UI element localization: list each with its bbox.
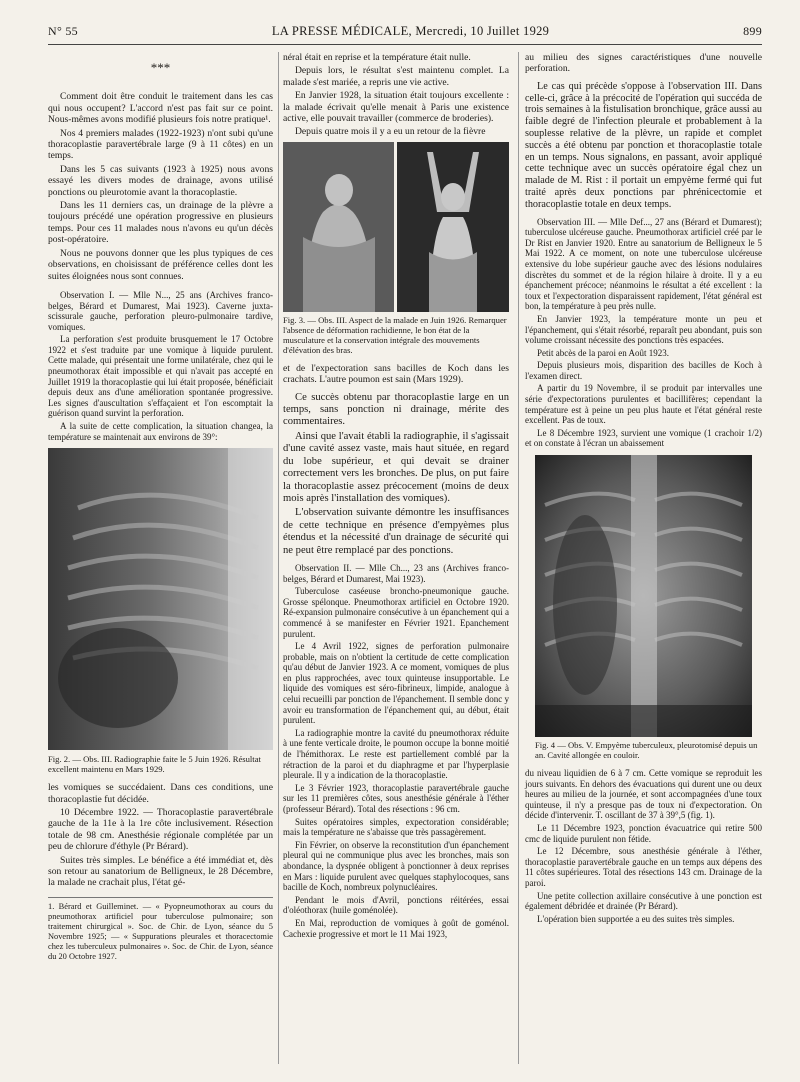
figure-4-caption: Fig. 4 — Obs. V. Empyème tuberculeux, pleurotomisé depuis un an. Cavité allongée en couloir. xyxy=(535,740,758,761)
paragraph: Le cas qui précède s'oppose à l'observation III. Dans celle-ci, grâce à la précocité de l'opération qui succéda de trois semaines à la fistulisation bronchique, grâce aussi au faible degré de l'infection pleurale et probablement à la souplesse relative de la plèvre, un rapide et complet succès a été obtenu par ponction et thoracoplastie totale en un temps. Nous signalons, en passant, avoir appliqué cette technique avec un succès opératoire égal chez un malade de M. Rist : il portait un empyème fermé qui fut traité après deux ponctions par phrénicectomie et thoracoplastie totale en deux temps. xyxy=(525,80,762,210)
paragraph: Le 3 Février 1923, thoracoplastie paravertébrale gauche sur les 11 premières côtes, sous anesthésie générale à l'éther (professeur Bérard). Total des résections : 96 cm. xyxy=(283,782,509,814)
paragraph: Une petite collection axillaire consécutive à une ponction est également débridée et drainée (Pr Bérard). xyxy=(525,890,762,912)
patient-photo-front xyxy=(283,142,394,312)
page-header xyxy=(48,24,762,45)
paragraph: néral était en reprise et la température était nulle. xyxy=(283,52,471,63)
paragraph: Ainsi que l'avait établi la radiographie, il s'agissait d'une cavité assez vaste, mais haut située, en regard du lobe supérieur, et qui devait se drainer correctement vers les bronches. De plus, on put faire la thoracoplastie assez précocement (moins de deux mois après l'installation des vomiques). xyxy=(283,430,509,504)
column-divider xyxy=(278,52,279,1064)
radiograph-figure-4 xyxy=(535,455,752,737)
column-2 xyxy=(283,52,509,941)
paragraph: 10 Décembre 1922. — Thoracoplastie paravertébrale gauche de la 11e à la 1re côte inclusivement. Résection totale de 98 cm. Anesthésie régionale complétée par un peu de chlorure d'éthyle (Pr Bérard). xyxy=(48,807,273,853)
paragraph: Le 8 Décembre 1923, survient une vomique (1 crachoir 1/2) et on constate à l'écran un abaissement xyxy=(525,427,762,449)
paragraph: Nos 4 premiers malades (1922-1923) n'ont subi qu'une thoracoplastie paravertébrale large (9 à 11 côtes) en un temps. xyxy=(48,127,273,162)
figure-2-caption: Fig. 2. — Obs. III. Radiographie faite le 5 Juin 1926. Résultat excellent maintenu en Mars 1929. xyxy=(48,754,261,775)
paragraph: Le 4 Avril 1922, signes de perforation pulmonaire probable, mais on n'obtient la certitude de cette complication qu'au début de Janvier 1923. A ce moment, vomiques de plus en plus rapprochées, avec toux quinteuse insupportable. Le liquide des vomiques est séro-fibrineux, limpide, analogue à celui recueilli par ponction de l'épanchement. Il semble donc y avoir eu transformation de l'épanchement qui, au début, était purulent. xyxy=(283,641,509,726)
paragraph: Nous ne pouvons donner que les plus typiques de ces observations, en choisissant de préférence celles dont les suites éloignées nous sont connues. xyxy=(48,247,273,282)
paragraph: A la suite de cette complication, la situation changea, la température se maintenait aux environs de 39°: xyxy=(48,421,273,442)
paragraph: Suites très simples. Le bénéfice a été immédiat et, dès son retour au sanatorium de Belligneux, le 28 Décembre, la malade ne crachait plus, l'état gé- xyxy=(48,854,273,889)
page-number: 899 xyxy=(743,24,762,38)
chest-xray-image xyxy=(535,455,752,737)
paragraph: Comment doit être conduit le traitement dans les cas qui nous occupent? L'accord n'est pas fait sur ce point. Nous-mêmes avons modifié plusieurs fois notre pratique¹. xyxy=(48,91,273,126)
paragraph: Tuberculose caséeuse broncho-pneumonique gauche. Grosse spélonque. Pneumothorax artificiel en Octobre 1920. Ré-expansion pulmonaire consécutive à un épanchement qui a commencé à se manifester en Février 1921. Epanchement purulent. xyxy=(283,586,509,639)
paragraph: L'opération bien supportée a eu des suites très simples. xyxy=(537,913,735,924)
paragraph: En Mai, reproduction de vomiques à goût de goménol. Cachexie progressive et mort le 11 Mai 1923, xyxy=(283,917,509,939)
paragraph: les vomiques se succédaient. Dans ces conditions, une thoracoplastie fut décidée. xyxy=(48,782,273,805)
paragraph: et de l'expectoration sans bacilles de Koch dans les crachats. L'autre poumon est sain (Mars 1929). xyxy=(283,362,509,386)
column-3 xyxy=(525,52,762,926)
observation-heading: Observation III. — Mlle Def..., 27 ans (Bérard et Dumarest); tuberculose ulcéreuse gauche. Pneumothorax artificiel créé par le Dr Rist en Janvier 1920. Entre au sanatorium de Belligneux le 5 Mai 1922. A ce moment, on note une tuberculose ulcéreuse extensive du lobe supérieur gauche avec des lésions nodulaires discrètes du sommet et de la région hilaire à droite. Il y a eu épanchement précoce; néanmoins le résultat a été excellent : la toux et l'expectoration disparaissent rapidement, l'état général est bon, la température à peu près nulle. xyxy=(525,216,762,312)
observation-heading: Observation II. — Mlle Ch..., 23 ans (Archives franco-belges, Bérard et Dumarest, Mai 1923). xyxy=(283,562,509,584)
column-1 xyxy=(48,52,273,962)
paragraph: La radiographie montre la cavité du pneumothorax réduite à une fente verticale droite, le poumon occupe la bonne moitié de l'hémithorax. Le reste est partiellement comblé par la rétraction de la paroi et du diaphragme et par l'hyperplasie pleurale. Il y a indication de la thoracoplastie. xyxy=(283,727,509,781)
observation-heading: Observation I. — Mlle N..., 25 ans (Archives franco-belges, Bérard et Dumarest, Mai 1923). Caverne juxta-scissurale gauche, perforation pleuro-pulmonaire tardive, vomiques. xyxy=(48,289,273,332)
paragraph: L'observation suivante démontre les insuffisances de cette technique en présence d'empyèmes plus étendus et la nécessité d'un drainage de sécurité qui ne peut être remplacé par des ponctions. xyxy=(283,507,509,556)
journal-title: LA PRESSE MÉDICALE, Mercredi, 10 Juillet 1929 xyxy=(271,24,550,38)
column-divider xyxy=(518,52,519,1064)
footnote: 1. Bérard et Guilleminet. — « Pyopneumothorax au cours du pneumothorax artificiel pour tuberculose pulmonaire; son traitement chirurgical ». Soc. de Chir. de Lyon, séance du 5 Novembre 1925; — « Suppurations pleurales et thoracectomie chez les tuberculeux pulmonaires ». Soc. de Chir. de Lyon, séance du 20 Octobre 1927. xyxy=(48,897,273,962)
paragraph: Pendant le mois d'Avril, ponctions réitérées, essai d'oléothorax (huile goménolée). xyxy=(283,894,509,916)
paragraph: Dans les 5 cas suivants (1923 à 1925) nous avons essayé les divers modes de drainage, avons utilisé ponctions ou pleurotomie avant la thoracoplastie. xyxy=(48,163,273,198)
paragraph: Depuis quatre mois il y a eu un retour de la fièvre xyxy=(295,126,486,138)
paragraph: Ce succès obtenu par thoracoplastie large en un temps, sans ponction ni drainage, mérite des commentaires. xyxy=(283,391,509,428)
paragraph: Le 11 Décembre 1923, ponction évacuatrice qui retire 500 cmc de liquide purulent non fétide. xyxy=(525,823,762,844)
paragraph: Le 12 Décembre, sous anesthésie générale à l'éther, thoracoplastie paravertébrale gauche en un temps aux dépens des 11 côtes supérieures. Total des résections 143 cm. Drainage de la paroi. xyxy=(525,846,762,888)
paragraph: Depuis lors, le résultat s'est maintenu complet. La malade s'est mariée, a repris une vie active. xyxy=(283,65,509,88)
photograph-figure-3 xyxy=(283,142,509,312)
radiograph-figure-2 xyxy=(48,448,273,750)
section-separator: *** xyxy=(150,60,171,75)
paragraph: au milieu des signes caractéristiques d'une nouvelle perforation. xyxy=(525,52,762,75)
paragraph: Suites opératoires simples, expectoration considérable; mais la température ne s'abaisse que très passagèrement. xyxy=(283,816,509,838)
paragraph: Petit abcès de la paroi en Août 1923. xyxy=(537,347,669,358)
paragraph: La perforation s'est produite brusquement le 17 Octobre 1922 et s'est traduite par une vomique à liquide purulent. Cette malade, qui présentait une forme unilatérale, chez qui le pneumothorax était impossible et qui n'avait pas accepté en Juillet 1919 la thoracoplastie qui lui était proposée, bénéficiait depuis deux ans d'une amélioration spontanée progressive. Les signes d'auscultation s'effaçaient et l'on escomptait la guérison quand survint la perforation. xyxy=(48,334,273,419)
issue-number: N° 55 xyxy=(48,24,78,38)
figure-3-caption: Fig. 3. — Obs. III. Aspect de la malade en Juin 1926. Remarquer l'absence de déformation rachidienne, le bon état de la musculature et la conservation intégrale des mouvements d'élévation des bras. xyxy=(283,314,507,355)
paragraph: du niveau liquidien de 6 à 7 cm. Cette vomique se reproduit les jours suivants. En dehors des évacuations qui durent une ou deux heures au milieu de la journée, et sont accompagnées d'une toux quinteuse, il n'y a presque pas de toux ni d'expectoration. On décide d'intervenir. T. oscillant de 37 à 39°,5 (fig. 1). xyxy=(525,768,762,821)
chest-xray-image xyxy=(48,448,273,750)
paragraph: En Janvier 1928, la situation était toujours excellente : la malade écrivait qu'elle menait à Paris une existence active, elle pouvait travailler (commerce de broderies). xyxy=(283,90,509,125)
paragraph: En Janvier 1923, la température monte un peu et l'épanchement, qui s'était résorbé, reparaît peu abondant, puis son volume croissant nécessite des ponctions très espacées. xyxy=(525,313,762,346)
paragraph: A partir du 19 Novembre, il se produit par intervalles une série d'expectorations purulentes et bacillifères; cependant la température est à peine un peu plus haute et l'état général reste excellent. Pas de toux. xyxy=(525,383,762,426)
paragraph: Depuis plusieurs mois, disparition des bacilles de Koch à l'examen direct. xyxy=(525,360,762,381)
paragraph: Dans les 11 derniers cas, un drainage de la plèvre a toujours précédé une opération progressive en plusieurs temps. Pour ces 11 malades nous n'avons eu qu'un décès post-opératoire. xyxy=(48,200,273,246)
patient-photo-arms-raised xyxy=(397,142,509,312)
paragraph: Fin Février, on observe la reconstitution d'un épanchement pleural qui ne communique plus avec les bronches, mais son abondance, la dyspnée obligent à ponctionner à deux reprises en Mars : liquide purulent avec quelques staphylocoques, sans bacille de Koch, nombreux polynucléaires. xyxy=(283,839,509,893)
